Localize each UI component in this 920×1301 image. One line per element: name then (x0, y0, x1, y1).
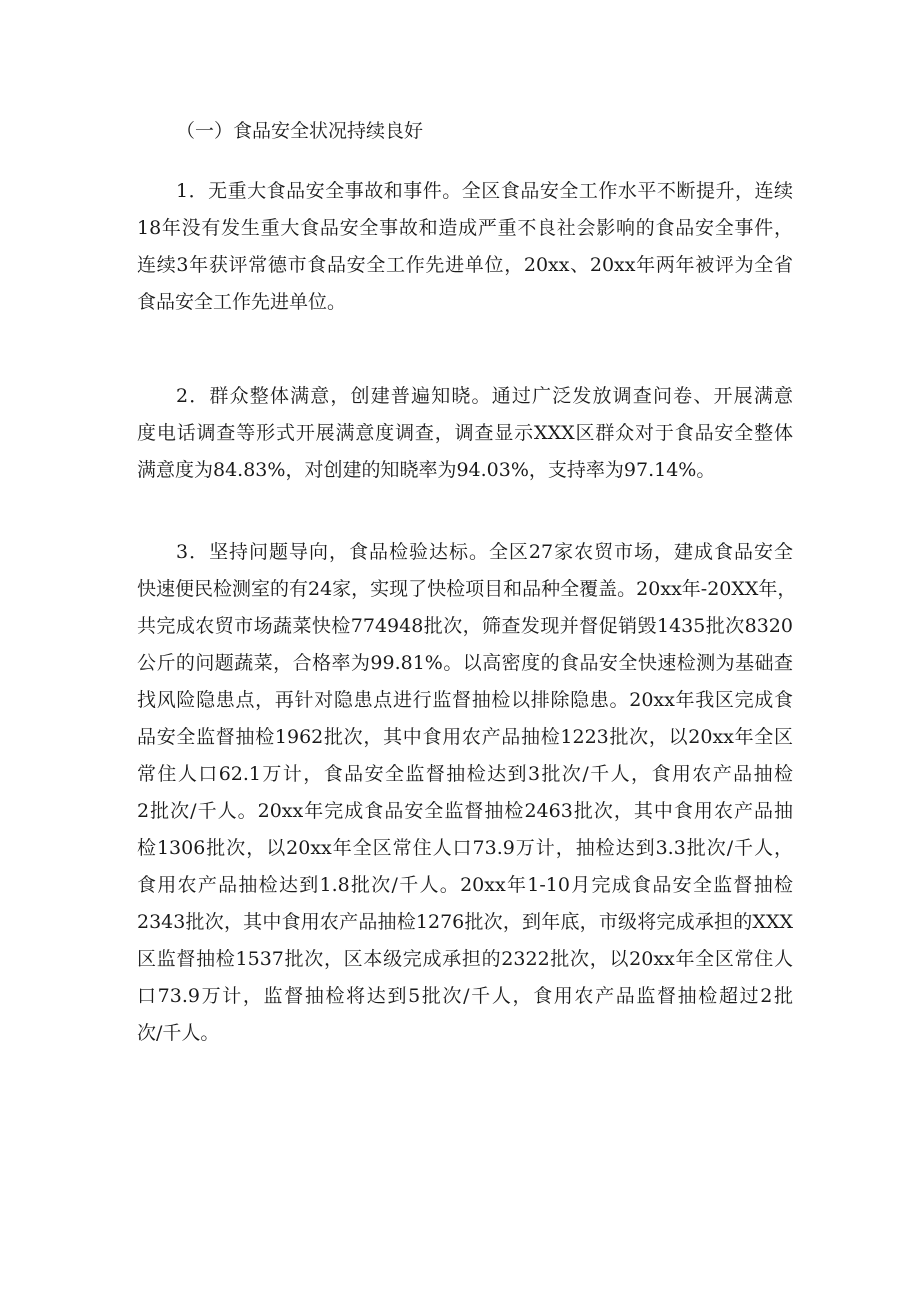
paragraph-line: 共完成农贸市场蔬菜快检774948批次，筛查发现并督促销毁1435批次8320 (137, 615, 793, 637)
paragraph-line: 区监督抽检1537批次，区本级完成承担的2322批次，以20xx年全区常住人 (137, 948, 793, 970)
paragraph-line: 常住人口62.1万计，食品安全监督抽检达到3批次/千人，食用农产品抽检 (137, 763, 793, 785)
paragraph-line: 连续3年获评常德市食品安全工作先进单位，20xx、20xx年两年被评为全省 (137, 254, 793, 276)
paragraph-line: 品安全监督抽检1962批次，其中食用农产品抽检1223批次，以20xx年全区 (137, 726, 793, 748)
paragraph-line: 食用农产品抽检达到1.8批次/千人。20xx年1-10月完成食品安全监督抽检 (137, 874, 793, 896)
paragraph-line: 1．无重大食品安全事故和事件。全区食品安全工作水平不断提升，连续 (176, 180, 793, 202)
paragraph-line: 3．坚持问题导向，食品检验达标。全区27家农贸市场，建成食品安全 (176, 541, 793, 563)
section-heading: （一）食品安全状况持续良好 (176, 120, 424, 142)
paragraph-line: 满意度为84.83%，对创建的知晓率为94.03%，支持率为97.14%。 (137, 459, 716, 481)
paragraph-line: 18年没有发生重大食品安全事故和造成严重不良社会影响的食品安全事件， (137, 217, 793, 239)
paragraph-line: 食品安全工作先进单位。 (137, 291, 347, 313)
paragraph-public-satisfaction (137, 378, 793, 489)
paragraph-line: 次/千人。 (137, 1022, 220, 1044)
paragraph-line: 找风险隐患点，再针对隐患点进行监督抽检以排除隐患。20xx年我区完成食 (137, 689, 793, 711)
paragraph-food-inspection (137, 534, 797, 1052)
paragraph-line: 2343批次，其中食用农产品抽检1276批次，到年底，市级将完成承担的XXX (137, 911, 793, 933)
paragraph-line: 公斤的问题蔬菜，合格率为99.81%。以高密度的食品安全快速检测为基础查 (137, 652, 793, 674)
paragraph-no-major-incidents (137, 173, 793, 321)
paragraph-line: 2批次/千人。20xx年完成食品安全监督抽检2463批次，其中食用农产品抽 (137, 800, 793, 822)
paragraph-line: 度电话调查等形式开展满意度调查，调查显示XXX区群众对于食品安全整体 (137, 422, 793, 444)
paragraph-line: 检1306批次，以20xx年全区常住人口73.9万计，抽检达到3.3批次/千人， (137, 837, 793, 859)
paragraph-line: 2．群众整体满意，创建普遍知晓。通过广泛发放调查问卷、开展满意 (176, 385, 793, 407)
paragraph-line: 快速便民检测室的有24家，实现了快检项目和品种全覆盖。20xx年-20XX年， (137, 578, 797, 600)
paragraph-line: 口73.9万计，监督抽检将达到5批次/千人，食用农产品监督抽检超过2批 (137, 985, 793, 1007)
